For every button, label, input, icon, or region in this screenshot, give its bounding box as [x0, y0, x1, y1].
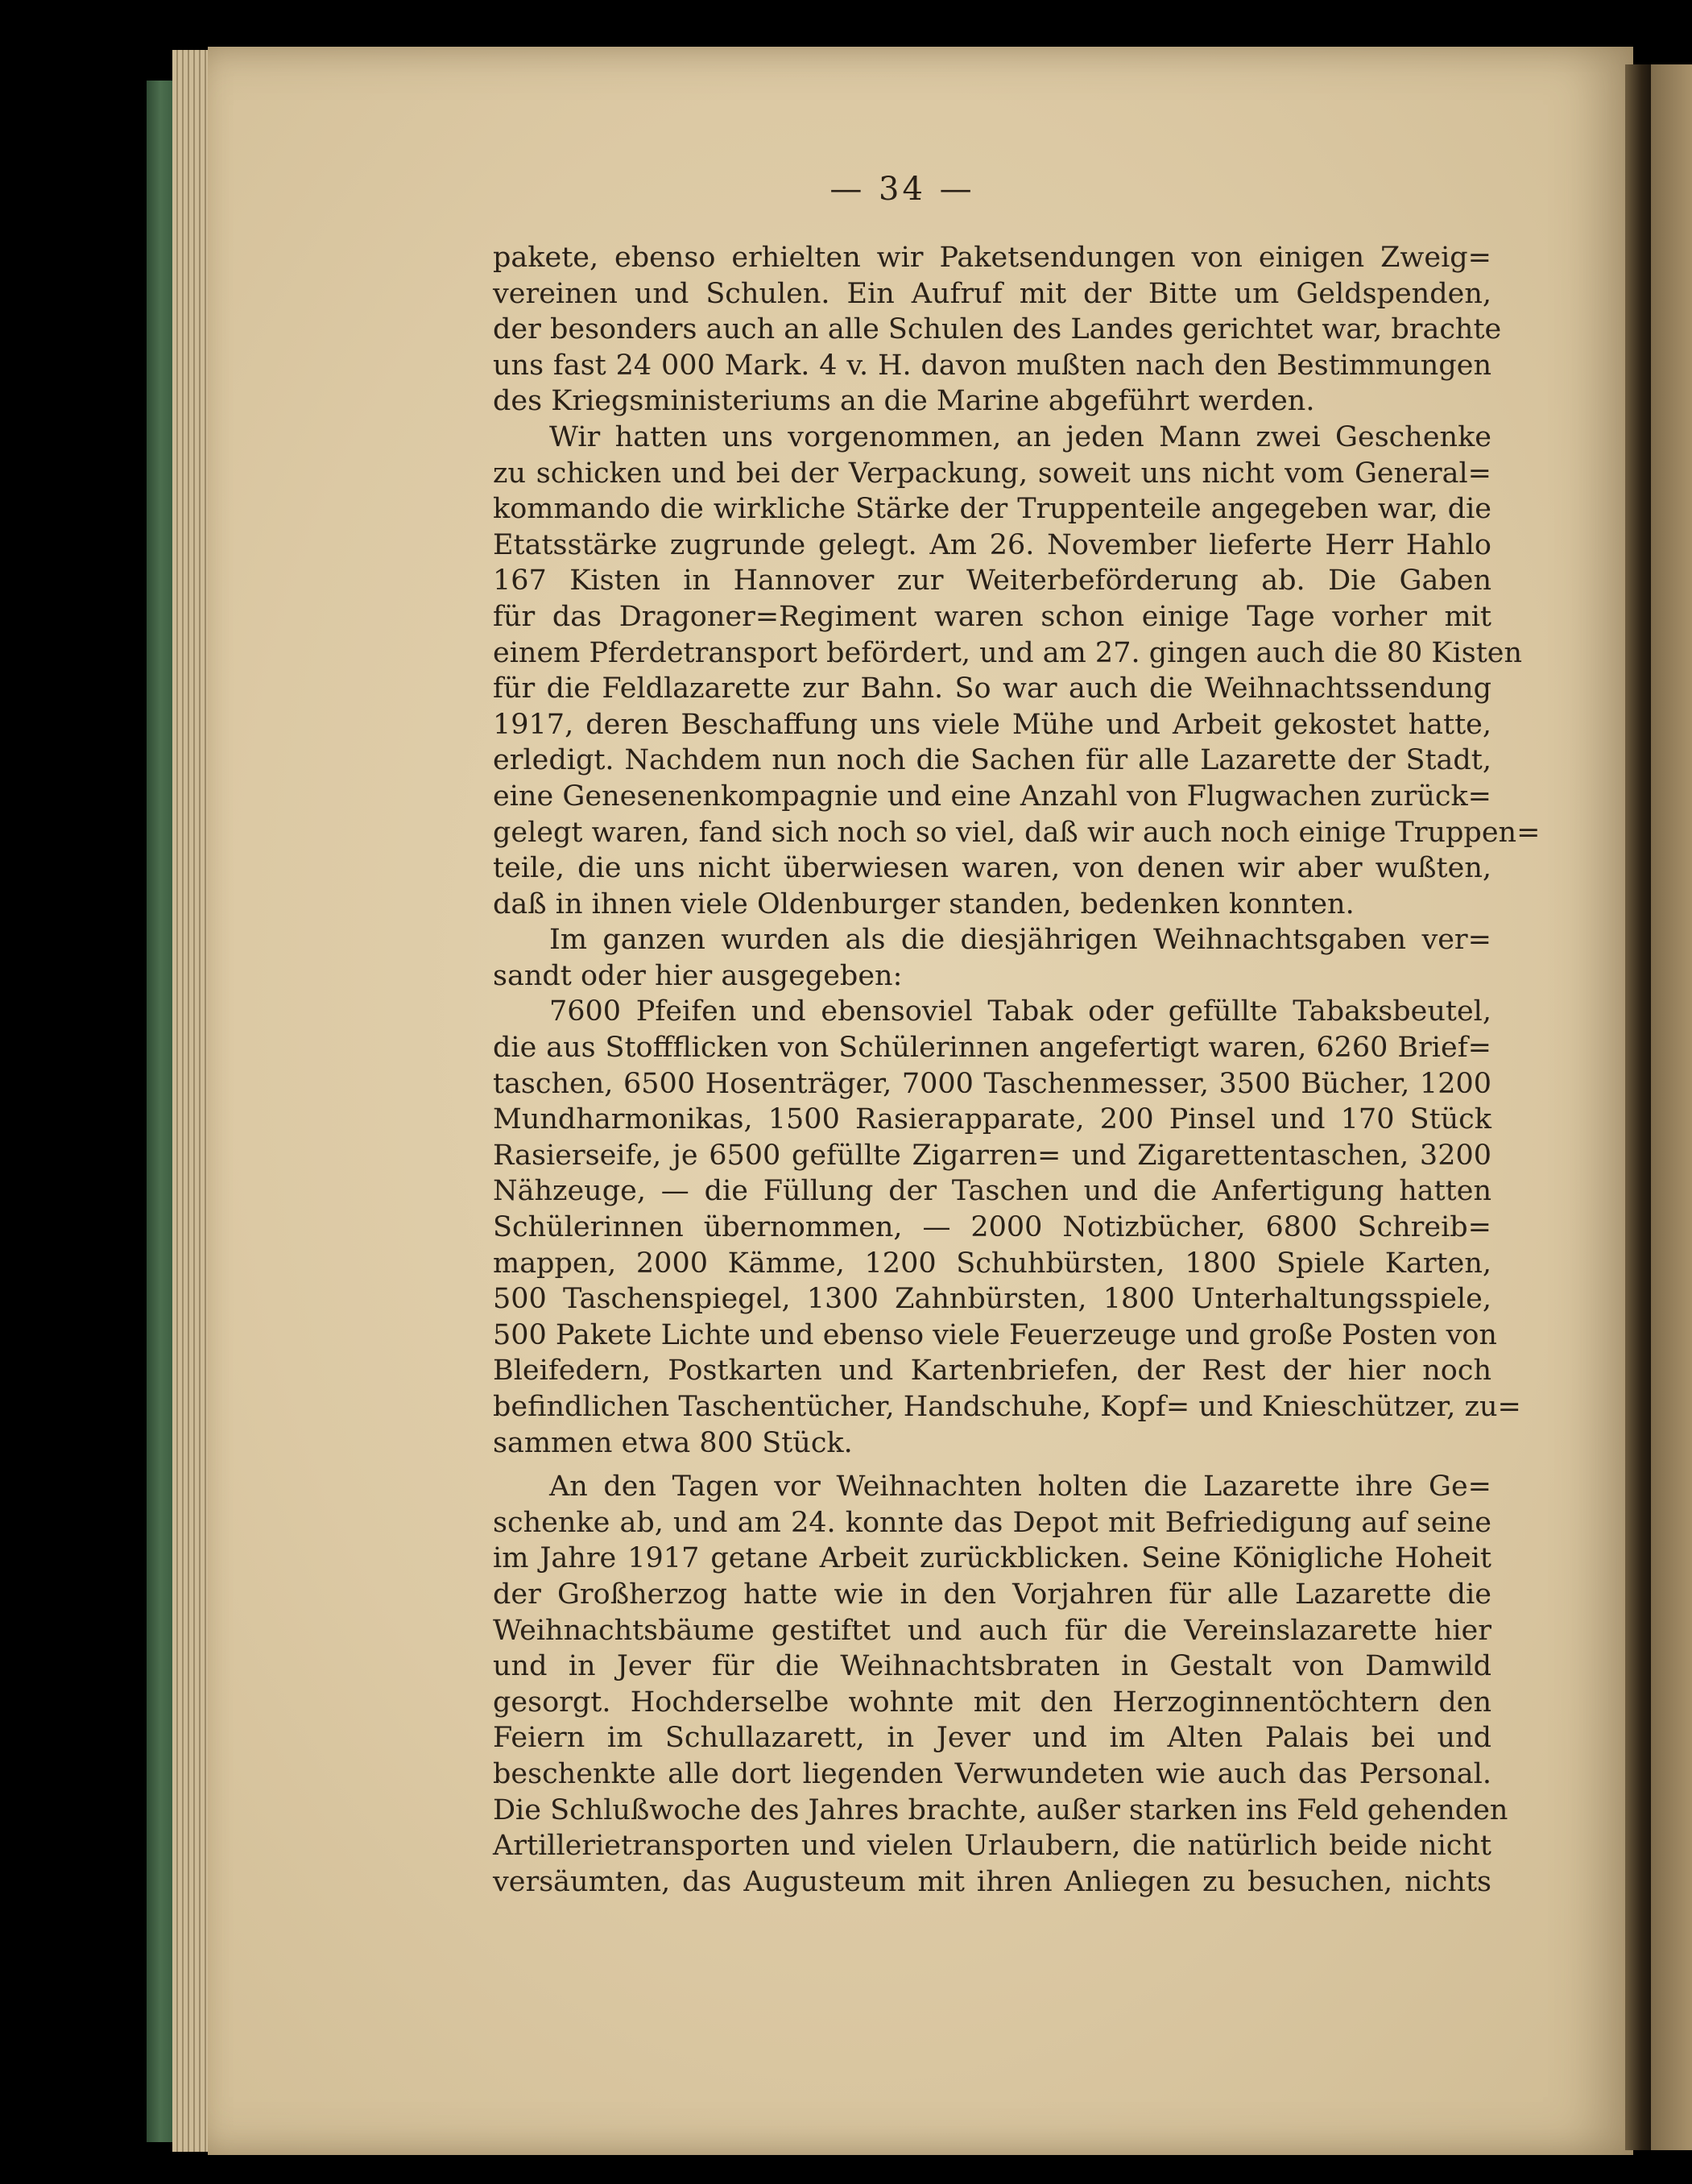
text-line: Bleifedern, Postkarten und Kartenbriefen, der Rest der hier noch [493, 1355, 1491, 1388]
text-line: einem Pferdetransport befördert, und am 27. gingen auch die 80 Kisten [493, 636, 1523, 669]
text-line: eine Genesenenkompagnie und eine Anzahl von Flugwachen zurück= [493, 780, 1491, 813]
text-line: für die Feldlazarette zur Bahn. So war auch die Weihnachtssendung [493, 672, 1491, 705]
text-line: im Jahre 1917 getane Arbeit zurückblicken. Seine Königliche Hoheit [493, 1542, 1491, 1575]
text-line: des Kriegsministeriums an die Marine abgeführt werden. [493, 385, 1315, 418]
text-line: teile, die uns nicht überwiesen waren, von denen wir aber wußten, [493, 852, 1491, 885]
text-line: Die Schlußwoche des Jahres brachte, außer starken ins Feld gehenden [493, 1793, 1508, 1826]
text-line: und in Jever für die Weihnachtsbraten in Gestalt von Damwild [493, 1650, 1491, 1683]
body-text [493, 240, 1541, 1900]
text-line: Im ganzen wurden als die diesjährigen Weihnachtsgaben ver= [549, 924, 1491, 957]
text-line: 500 Taschenspiegel, 1300 Zahnbürsten, 1800 Unterhaltungsspiele, [493, 1283, 1491, 1316]
text-line: taschen, 6500 Hosenträger, 7000 Taschenmesser, 3500 Bücher, 1200 [493, 1067, 1491, 1100]
text-line: die aus Stoffflicken von Schülerinnen angefertigt waren, 6260 Brief= [493, 1032, 1491, 1065]
text-line: versäumten, das Augusteum mit ihren Anliegen zu besuchen, nichts [493, 1865, 1491, 1898]
text-line: der besonders auch an alle Schulen des Landes gerichtet war, brachte [493, 313, 1502, 346]
text-line: vereinen und Schulen. Ein Aufruf mit der Bitte um Geldspenden, [493, 277, 1491, 310]
text-line: Rasierseife, je 6500 gefüllte Zigarren= und Zigarettentaschen, 3200 [493, 1139, 1491, 1172]
text-line: Schülerinnen übernommen, — 2000 Notizbücher, 6800 Schreib= [493, 1211, 1491, 1244]
text-line: Mundharmonikas, 1500 Rasierapparate, 200 Pinsel und 170 Stück [493, 1103, 1491, 1136]
book-gutter [1625, 64, 1653, 2150]
text-line: befindlichen Taschentücher, Handschuhe, Kopf= und Knieschützer, zu= [493, 1391, 1521, 1423]
text-line: gesorgt. Hochderselbe wohnte mit den Herzoginnentöchtern den [493, 1686, 1491, 1719]
text-line: Nähzeuge, — die Füllung der Taschen und die Anfertigung hatten [493, 1175, 1491, 1208]
text-line: gelegt waren, fand sich noch so viel, daß wir auch noch einige Truppen= [493, 816, 1541, 849]
text-line: Weihnachtsbäume gestiftet und auch für die Vereinslazarette hier [493, 1614, 1491, 1647]
text-line: Artillerietransporten und vielen Urlaubern, die natürlich beide nicht [493, 1830, 1491, 1863]
text-line: der Großherzog hatte wie in den Vorjahren für alle Lazarette die [493, 1578, 1491, 1611]
text-line: beschenkte alle dort liegenden Verwundeten wie auch das Personal. [493, 1757, 1491, 1790]
text-line: 500 Pakete Lichte und ebenso viele Feuerzeuge und große Posten von [493, 1318, 1497, 1351]
text-line: uns fast 24 000 Mark. 4 v. H. davon mußten nach den Bestimmungen [493, 349, 1491, 382]
text-line: pakete, ebenso erhielten wir Paketsendungen von einigen Zweig= [493, 242, 1491, 274]
text-line: An den Tagen vor Weihnachten holten die Lazarette ihre Ge= [549, 1470, 1491, 1504]
text-line: 167 Kisten in Hannover zur Weiterbeförderung ab. Die Gaben [493, 565, 1491, 598]
text-line: Etatsstärke zugrunde gelegt. Am 26. November lieferte Herr Hahlo [493, 528, 1491, 561]
text-line: mappen, 2000 Kämme, 1200 Schuhbürsten, 1800 Spiele Karten, [493, 1247, 1491, 1280]
text-line: 7600 Pfeifen und ebensoviel Tabak oder gefüllte Tabaksbeutel, [549, 995, 1491, 1028]
text-line: Wir hatten uns vorgenommen, an jeden Mann zwei Geschenke [549, 420, 1491, 453]
text-line: sammen etwa 800 Stück. [493, 1426, 853, 1459]
text-line: Feiern im Schullazarett, in Jever und im Alten Palais bei und [493, 1722, 1491, 1755]
text-line: für das Dragoner=Regiment waren schon einige Tage vorher mit [493, 600, 1491, 633]
text-line: 1917, deren Beschaffung uns viele Mühe und Arbeit gekostet hatte, [493, 708, 1491, 741]
facing-page-edge [1651, 64, 1692, 2150]
text-line: zu schicken und bei der Verpackung, soweit uns nicht vom General= [493, 457, 1491, 490]
text-line: sandt oder hier ausgegeben: [493, 959, 903, 992]
text-line: schenke ab, und am 24. konnte das Depot mit Befriedigung auf seine [493, 1506, 1491, 1539]
text-line: erledigt. Nachdem nun noch die Sachen für alle Lazarette der Stadt, [493, 744, 1491, 777]
paragraph-gap [493, 1461, 1491, 1469]
page-number: — 34 — [829, 171, 975, 208]
text-line: kommando die wirkliche Stärke der Truppenteile angegeben war, die [493, 493, 1491, 526]
text-line: daß in ihnen viele Oldenburger standen, bedenken konnten. [493, 887, 1355, 920]
